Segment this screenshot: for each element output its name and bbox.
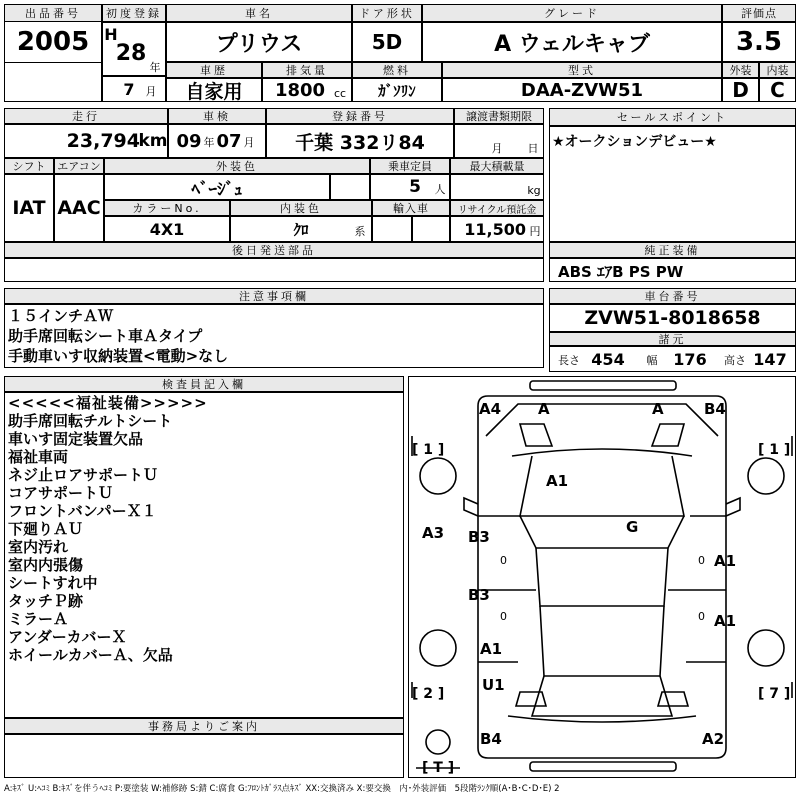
car-diagram	[408, 376, 796, 778]
exterior-color-label: 外装色	[104, 158, 370, 174]
inspection-month-unit: 月	[243, 136, 255, 149]
inspector-line: 車いす固定装置欠品	[8, 430, 144, 448]
inspector-line: ホイールカバーＡ、欠品	[8, 646, 173, 664]
damage-mark: A	[538, 400, 550, 418]
month-unit: 月	[145, 85, 157, 98]
plate-number: 千葉 332リ84	[295, 131, 425, 154]
door-type-label: ドア形状	[352, 4, 422, 22]
fuel-label: 燃料	[352, 62, 442, 78]
tire-mark: [ 1 ]	[412, 442, 445, 458]
max-load-label: 最大積載量	[450, 158, 544, 174]
tire-mark: [ T ]	[422, 760, 455, 776]
transfer-day: 日	[527, 142, 539, 155]
aircon: AAC	[57, 197, 101, 219]
inspector-line: ミラーＡ	[8, 610, 69, 628]
width: 176	[673, 349, 707, 369]
capacity-label: 乗車定員	[370, 158, 450, 174]
car-outline-icon	[412, 381, 792, 771]
length: 454	[591, 349, 625, 369]
first-registration-label: 初度登録	[102, 4, 166, 22]
inspector-line: 福祉車両	[8, 448, 69, 466]
shift-label: シフト	[4, 158, 54, 174]
damage-mark: A1	[546, 472, 569, 490]
lot-number-blank	[4, 62, 102, 102]
damage-mark: A3	[422, 524, 445, 542]
plate-label: 登録番号	[266, 108, 454, 124]
office-label: 事務局よりご案内	[4, 718, 404, 734]
interior-color-label: 内装色	[230, 200, 372, 216]
door-type: 5D	[371, 30, 403, 54]
capacity: 5	[409, 177, 421, 197]
fuel: ｶﾞｿﾘﾝ	[378, 81, 416, 100]
chassis-label: 車台番号	[549, 288, 796, 304]
year-value: 28	[115, 40, 147, 66]
month-value: 7	[123, 79, 135, 99]
inspection-month: 07	[216, 130, 242, 152]
inspector-label: 検査員記入欄	[4, 376, 404, 392]
office-cell	[4, 734, 404, 778]
tire-mark: [ 2 ]	[412, 686, 445, 702]
import-cell-b	[412, 216, 450, 242]
inspection-year-unit: 年	[203, 136, 215, 149]
transfer-month: 月	[491, 142, 503, 155]
model-label: 型式	[442, 62, 722, 78]
mileage: 23,794	[66, 130, 140, 152]
inspector-line: <<<<<福祉装備>>>>>	[8, 394, 208, 412]
import-cell-a	[372, 216, 412, 242]
damage-mark: A1	[714, 552, 737, 570]
length-label: 長さ	[558, 354, 580, 367]
interior-label: 内装	[759, 62, 796, 78]
model: DAA-ZVW51	[520, 79, 644, 101]
equipment-label: 純正装備	[549, 242, 796, 258]
height-label: 高さ	[724, 354, 746, 367]
inspector-line: ネジ止ロアサポートＵ	[8, 466, 159, 484]
exterior-label: 外装	[722, 62, 759, 78]
displacement-label: 排気量	[262, 62, 352, 78]
shift: IAT	[12, 197, 46, 219]
chassis-number: ZVW51-8018658	[584, 307, 761, 329]
tire-mark: [ 1 ]	[758, 442, 791, 458]
grade: A ウェルキャブ	[494, 31, 650, 57]
inspector-line: 室内汚れ	[8, 538, 69, 556]
mileage-label: 走行	[4, 108, 168, 124]
damage-mark: A1	[480, 640, 503, 658]
note-line: 手動車いす収納装置<電動>なし	[8, 347, 229, 365]
sales-point-label: セールスポイント	[549, 108, 796, 126]
lot-number: 2005	[16, 27, 90, 57]
exterior-color-cell-extra	[330, 174, 370, 200]
zero-mark: 0	[500, 610, 507, 623]
damage-mark: A2	[702, 730, 725, 748]
era-value: H	[104, 24, 118, 44]
damage-mark: A1	[714, 612, 737, 630]
damage-mark: B3	[468, 528, 490, 546]
damage-mark: A4	[479, 400, 502, 418]
color-no: 4X1	[149, 219, 185, 239]
score: 3.5	[735, 27, 783, 57]
history: 自家用	[185, 80, 243, 103]
zero-mark: 0	[500, 554, 507, 567]
interior-color: ｸﾛ	[293, 220, 309, 239]
inspector-line: コアサポートＵ	[8, 484, 114, 502]
inspection-year: 09	[176, 130, 202, 152]
damage-mark: G	[626, 518, 639, 536]
capacity-unit: 人	[434, 183, 446, 196]
lot-number-label: 出品番号	[4, 4, 102, 22]
height: 147	[753, 349, 787, 369]
inspector-line: 下廻りＡＵ	[8, 520, 84, 538]
aircon-label: エアコン	[54, 158, 104, 174]
recycle-label: リサイクル預託金	[450, 200, 544, 216]
damage-mark: U1	[482, 676, 505, 694]
damage-mark: A	[652, 400, 664, 418]
interior-color-unit: 系	[354, 225, 366, 238]
inspector-line: 室内内張傷	[8, 556, 84, 574]
damage-mark: B4	[704, 400, 726, 418]
sales-point: ★オークションデビュー★	[552, 134, 717, 150]
year-unit: 年	[149, 61, 161, 74]
inspector-line: タッチＰ跡	[8, 592, 84, 610]
inspector-line: アンダーカバーＸ	[8, 628, 127, 646]
damage-mark: B3	[468, 586, 490, 604]
color-no-label: カラーNo.	[104, 200, 230, 216]
legend: A:ｷｽﾞ U:ﾍｺﾐ B:ｷｽﾞを伴うﾍｺﾐ P:要塗装 W:補修跡 S:錆 C:腐食 G:ﾌﾛﾝﾄｶﾞﾗｽ点ｷｽﾞ XX:交換済み X:要交換 内･外装評価 5段階ﾗﾝｸ順(A･B･C･D･E) 2	[4, 784, 560, 794]
equipment: ABS ｴｱB PS PW	[558, 263, 684, 281]
inspector-line: 助手席回転チルトシート	[8, 412, 173, 430]
displacement-unit: cc	[333, 86, 347, 100]
import-label: 輸入車	[372, 200, 450, 216]
history-label: 車歴	[166, 62, 262, 78]
max-load-unit: kg	[527, 183, 541, 197]
inspection-label: 車検	[168, 108, 266, 124]
inspector-line: シートすれ中	[8, 574, 98, 592]
dimensions-label: 諸元	[549, 332, 796, 346]
displacement: 1800	[274, 79, 326, 101]
car-name-label: 車名	[166, 4, 352, 22]
later-parts-cell	[4, 258, 544, 282]
note-line: 助手席回転シート車Ａタイプ	[8, 327, 203, 345]
grade-label: グレード	[422, 4, 722, 22]
inspector-line: フロントバンパーＸ１	[8, 502, 157, 520]
width-label: 幅	[646, 354, 658, 367]
later-parts-label: 後日発送部品	[4, 242, 544, 258]
zero-mark: 0	[698, 610, 705, 623]
recycle-fee: 11,500	[464, 219, 526, 239]
zero-mark: 0	[698, 554, 705, 567]
recycle-unit: 円	[529, 225, 541, 238]
note-line: １５インチＡＷ	[8, 307, 114, 325]
damage-mark: B4	[480, 730, 502, 748]
interior-grade: C	[770, 78, 785, 102]
notes-label: 注意事項欄	[4, 288, 544, 304]
car-name: プリウス	[215, 31, 303, 57]
mileage-unit: km	[138, 131, 168, 151]
score-label: 評価点	[722, 4, 796, 22]
exterior-grade: D	[732, 78, 749, 102]
exterior-color: ﾍﾞｰｼﾞｭ	[191, 179, 243, 200]
tire-mark: [ 7 ]	[758, 686, 791, 702]
transfer-deadline-label: 譲渡書類期限	[454, 108, 544, 124]
